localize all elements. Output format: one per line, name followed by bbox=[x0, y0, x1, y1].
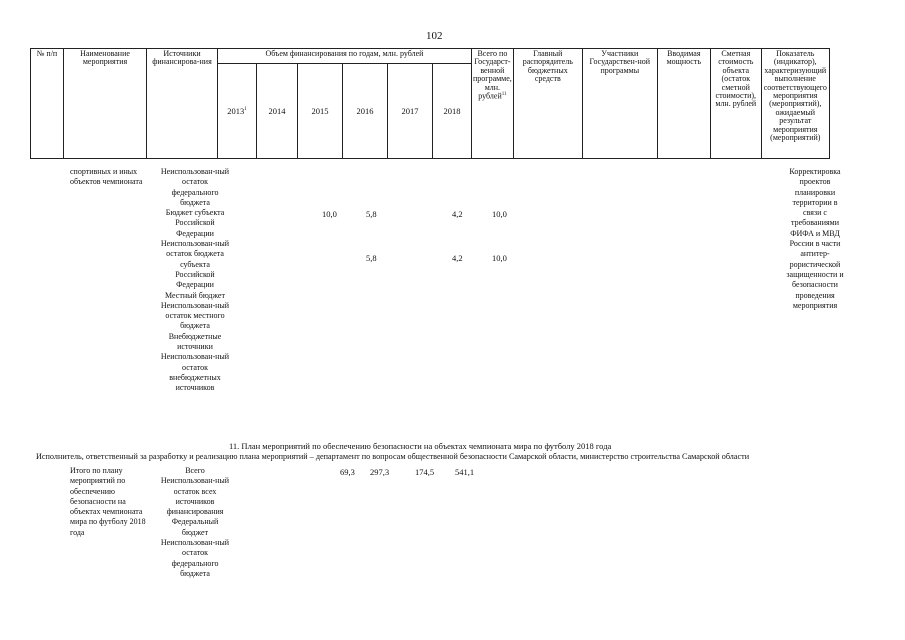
year-2015: 2015 bbox=[298, 64, 343, 159]
block1-source-6: Внебюджетные источники bbox=[168, 331, 222, 352]
block1-name: спортивных и иных объектов чемпионата bbox=[70, 167, 143, 187]
b1-budget-2016: 5,8 bbox=[366, 209, 377, 219]
block2-source-2: Неиспользован-ный остаток всех источников финансирования bbox=[160, 476, 230, 517]
b1-unused-2016: 5,8 bbox=[366, 253, 377, 263]
b2-total-2016: 297,3 bbox=[370, 467, 390, 477]
col-manager: Главный распорядитель бюджетных средств bbox=[513, 49, 582, 159]
section-title: 11. План мероприятий по обеспечению безопасности на объектах чемпионата мира по футболу 2018 года bbox=[229, 441, 612, 451]
block1-source-2: Бюджет субъекта Российской Федерации bbox=[165, 208, 225, 238]
year-2018: 2018 bbox=[433, 64, 472, 159]
col-num: № п/п bbox=[31, 49, 64, 159]
col-total: Всего по Государст-венной программе, млн. рублей$^{11}$ bbox=[472, 49, 514, 159]
header-table bbox=[30, 48, 830, 159]
year-2014: 2014 bbox=[257, 64, 298, 159]
col-volume: Объем финансирования по годам, млн. рублей bbox=[218, 49, 472, 64]
block1-source-7: Неиспользован-ный остаток внебюджетных источников bbox=[160, 352, 230, 393]
block1-source-4: Местный бюджет bbox=[165, 290, 225, 300]
b1-unused-2018: 4,2 bbox=[452, 253, 463, 263]
b2-total-2018: 541,1 bbox=[455, 467, 475, 477]
page-number: 102 bbox=[426, 30, 443, 42]
block1-source-5: Неиспользован-ный остаток местного бюджета bbox=[160, 300, 230, 331]
col-capacity: Вводимая мощность bbox=[657, 49, 710, 159]
block1-sources bbox=[160, 167, 230, 394]
col-sources: Источники финансирова-ния bbox=[147, 49, 218, 159]
b1-budget-2018: 4,2 bbox=[452, 209, 463, 219]
block1-indicator: Корректировка проектов планировки территории в связи с требованиями ФИФА и МВД России в части антитер-рористической защищенности и безопасности проведения мероприятия bbox=[786, 167, 844, 310]
b1-budget-2015: 10,0 bbox=[322, 209, 337, 219]
b1-unused-total: 10,0 bbox=[492, 253, 507, 263]
section-executor: Исполнитель, ответственный за разработку и реализацию плана мероприятий – департамент по вопросам общественной безопасности Самарской области, министерство строительства Самарской области bbox=[36, 452, 750, 461]
year-2016: 2016 bbox=[343, 64, 388, 159]
b1-budget-total: 10,0 bbox=[492, 209, 507, 219]
col-estimate: Сметная стоимость объекта (остаток сметной стоимости), млн. рублей bbox=[710, 49, 761, 159]
block2-source-4: Неиспользован-ный остаток федерального бюджета bbox=[160, 538, 230, 578]
b2-total-2015: 69,3 bbox=[340, 467, 355, 477]
block2-source-1: Всего bbox=[185, 466, 205, 475]
block2-source-3: Федеральный бюджет bbox=[171, 517, 219, 537]
col-participants: Участники Государствен-ной программы bbox=[582, 49, 657, 159]
col-name: Наименование мероприятия bbox=[64, 49, 147, 159]
block2-name: Итого по плану мероприятий по обеспечению безопасности на объектах чемпионата мира по футболу 2018 года bbox=[70, 466, 146, 537]
year-2013: 2013$^1$ bbox=[218, 64, 257, 159]
block1-source-1: Неиспользован-ный остаток федерального бюджета bbox=[160, 167, 230, 207]
year-2017: 2017 bbox=[388, 64, 433, 159]
col-indicator: Показатель (индикатор), характеризующий выполнение соответствующего мероприятия (мероприятий), ожидаемый результат мероприятия (мероприятий) bbox=[761, 49, 829, 159]
block2-sources bbox=[160, 466, 230, 579]
b2-total-2017: 174,5 bbox=[415, 467, 435, 477]
block1-source-3: Неиспользован-ный остаток бюджета субъекта Российской Федерации bbox=[160, 239, 230, 290]
